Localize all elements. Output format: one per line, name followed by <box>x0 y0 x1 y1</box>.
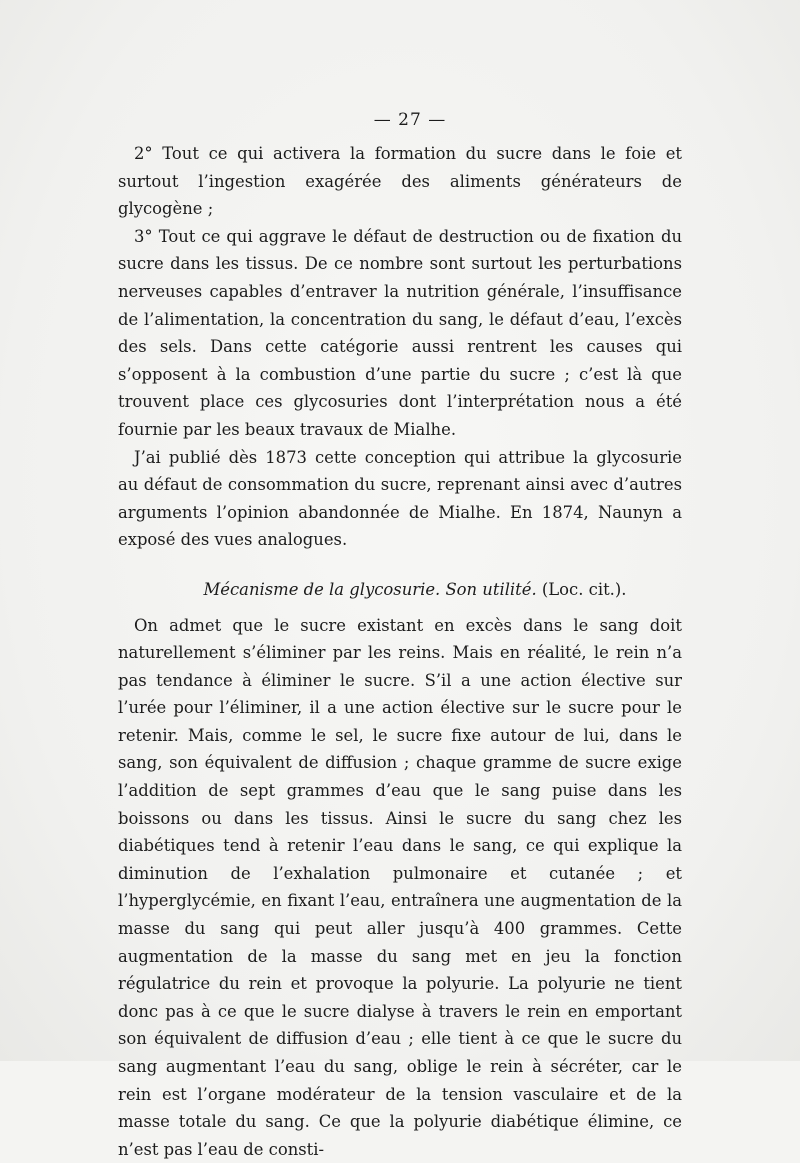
paragraph-mechanism: On admet que le sucre existant en excès dans le sang doit naturellement s’éliminer par les reins. Mais en réalité, le rein n’a pas tendance à éliminer le sucre. S’il a une action élective sur l’urée pour l’éliminer, il a une action élective sur le sucre pour le retenir. Mais, comme le sel, le sucre fixe autour de lui, dans le sang, son équivalent de diffusion ; chaque gramme de sucre exige l’addition de sept grammes d’eau que le sang puise dans les boissons ou dans les tissus. Ainsi le sucre du sang chez les diabétiques tend à retenir l’eau dans le sang, ce qui explique la diminution de l’exhalation pulmonaire et cutanée ; et l’hyperglycémie, en fixant l’eau, entraînera une augmentation de la masse du sang qui peut aller jusqu’à 400 grammes. Cette augmentation de la masse du sang met en jeu la fonction régulatrice du rein et provoque la polyurie. La polyurie ne tient donc pas à ce que le sucre dialyse à travers le rein en emportant son équivalent de diffusion d’eau ; elle tient à ce que le sucre du sang augmentant l’eau du sang, oblige le rein à sécréter, car le rein est l’organe modérateur de la tension vasculaire et de la masse totale du sang. Ce que la polyurie diabétique élimine, ce n’est pas l’eau de consti- <box>118 612 682 1163</box>
paragraph-publication: J’ai publié dès 1873 cette conception qui attribue la glycosurie au défaut de consommation du sucre, reprenant ainsi avec d’autres arguments l’opinion abandonnée de Mialhe. En 1874, Naunyn a exposé des vues analogues. <box>118 444 682 554</box>
section-heading <box>118 576 682 604</box>
paragraph-item-2: 2° Tout ce qui activera la formation du sucre dans le foie et surtout l’ingestion exagérée des aliments générateurs de glycogène ; <box>118 140 682 223</box>
section-citation: (Loc. cit.). <box>542 580 627 599</box>
page-number: — 27 — <box>0 110 800 130</box>
paragraph-item-3: 3° Tout ce qui aggrave le défaut de destruction ou de fixation du sucre dans les tissus. De ce nombre sont surtout les perturbations nerveuses capables d’entraver la nutrition générale, l’insuffisance de l’alimentation, la concentration du sang, le défaut d’eau, l’excès des sels. Dans cette catégorie aussi rentrent les causes qui s’opposent à la combustion d’une partie du sucre ; c’est là que trouvent place ces glycosuries dont l’interprétation nous a été fournie par les beaux travaux de Mialhe. <box>118 223 682 444</box>
body-text <box>118 140 682 1163</box>
section-title: Mécanisme de la glycosurie. Son utilité. <box>204 580 537 599</box>
